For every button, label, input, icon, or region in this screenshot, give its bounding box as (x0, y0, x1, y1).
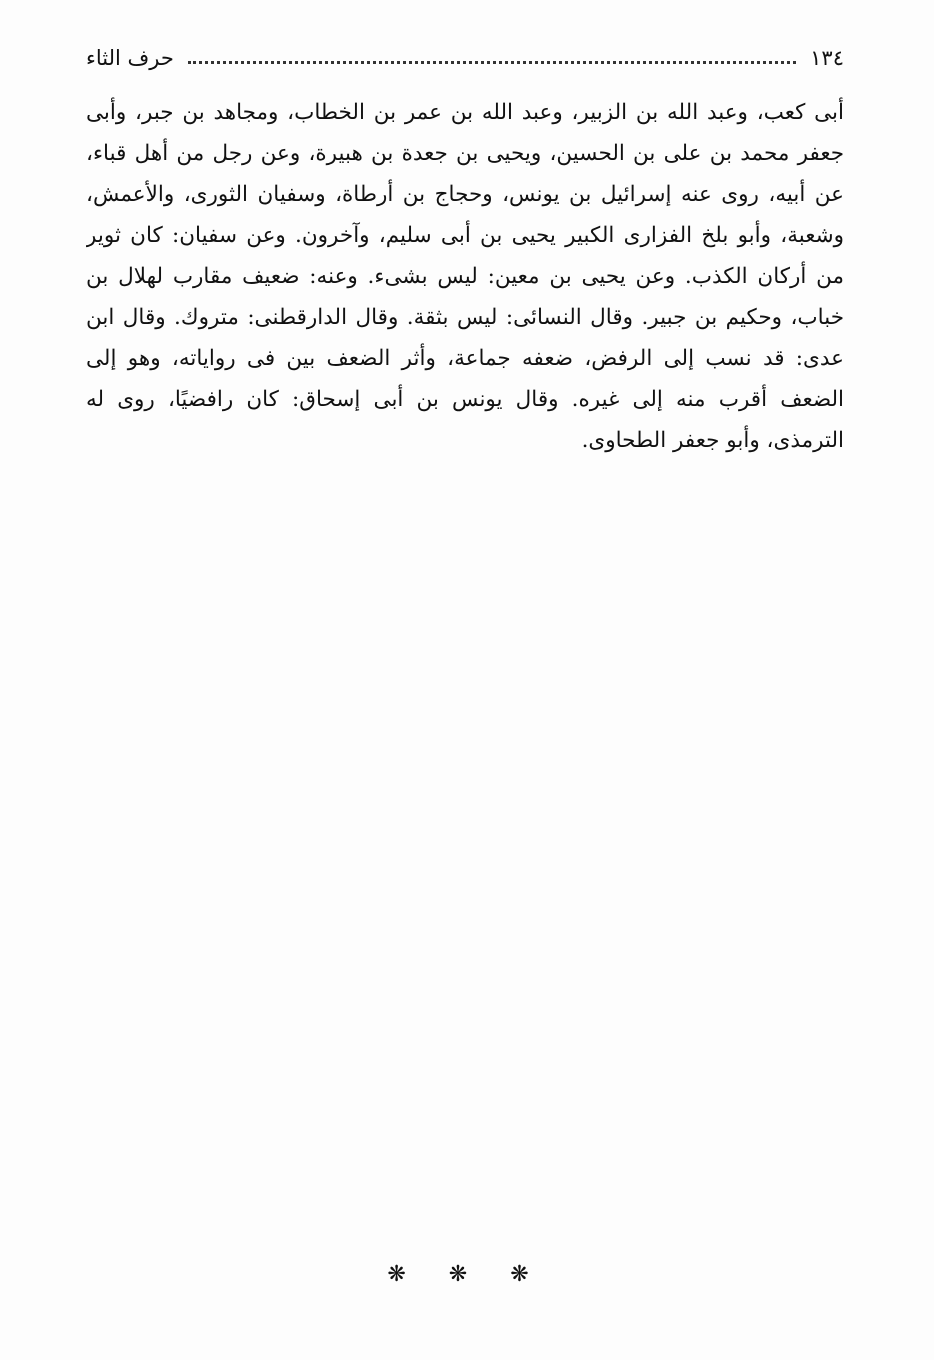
text-line: الترمذى، وأبو جعفر الطحاوى. (581, 428, 844, 453)
running-title: حرف الثاء (86, 46, 174, 70)
text-line: من أركان الكذب. وعن يحيى بن معين: ليس بشىء. وعنه: ضعيف مقارب لهلال بن (86, 264, 844, 289)
text-line: الضعف أقرب منه إلى غيره. وقال يونس بن أبى إسحاق: كان رافضيًا، روى له (86, 387, 844, 412)
body-paragraph (86, 92, 844, 461)
page-header (86, 38, 844, 78)
text-line: عن أبيه، روى عنه إسرائيل بن يونس، وحجاج بن أرطاة، وسفيان الثورى، والأعمش، (86, 182, 844, 207)
page-number: ١٣٤ (810, 46, 844, 70)
text-line: وشعبة، وأبو بلخ الفزارى الكبير يحيى بن أبى سليم، وآخرون. وعن سفيان: كان ثوير (86, 223, 844, 248)
text-line: خباب، وحكيم بن جبير. وقال النسائى: ليس بثقة. وقال الدارقطنى: متروك. وقال ابن (86, 305, 844, 330)
text-line: عدى: قد نسب إلى الرفض، ضعفه جماعة، وأثر الضعف بين فى رواياته، وهو إلى (86, 346, 844, 371)
section-separator: ❋ ❋ ❋ (387, 1262, 547, 1287)
text-line: أبى كعب، وعبد الله بن الزبير، وعبد الله بن عمر بن الخطاب، ومجاهد بن جبر، وأبى (86, 100, 844, 125)
text-line: جعفر محمد بن على بن الحسين، ويحيى بن جعدة بن هبيرة، وعن رجل من أهل قباء، (86, 141, 844, 166)
dotted-leader (188, 61, 796, 64)
